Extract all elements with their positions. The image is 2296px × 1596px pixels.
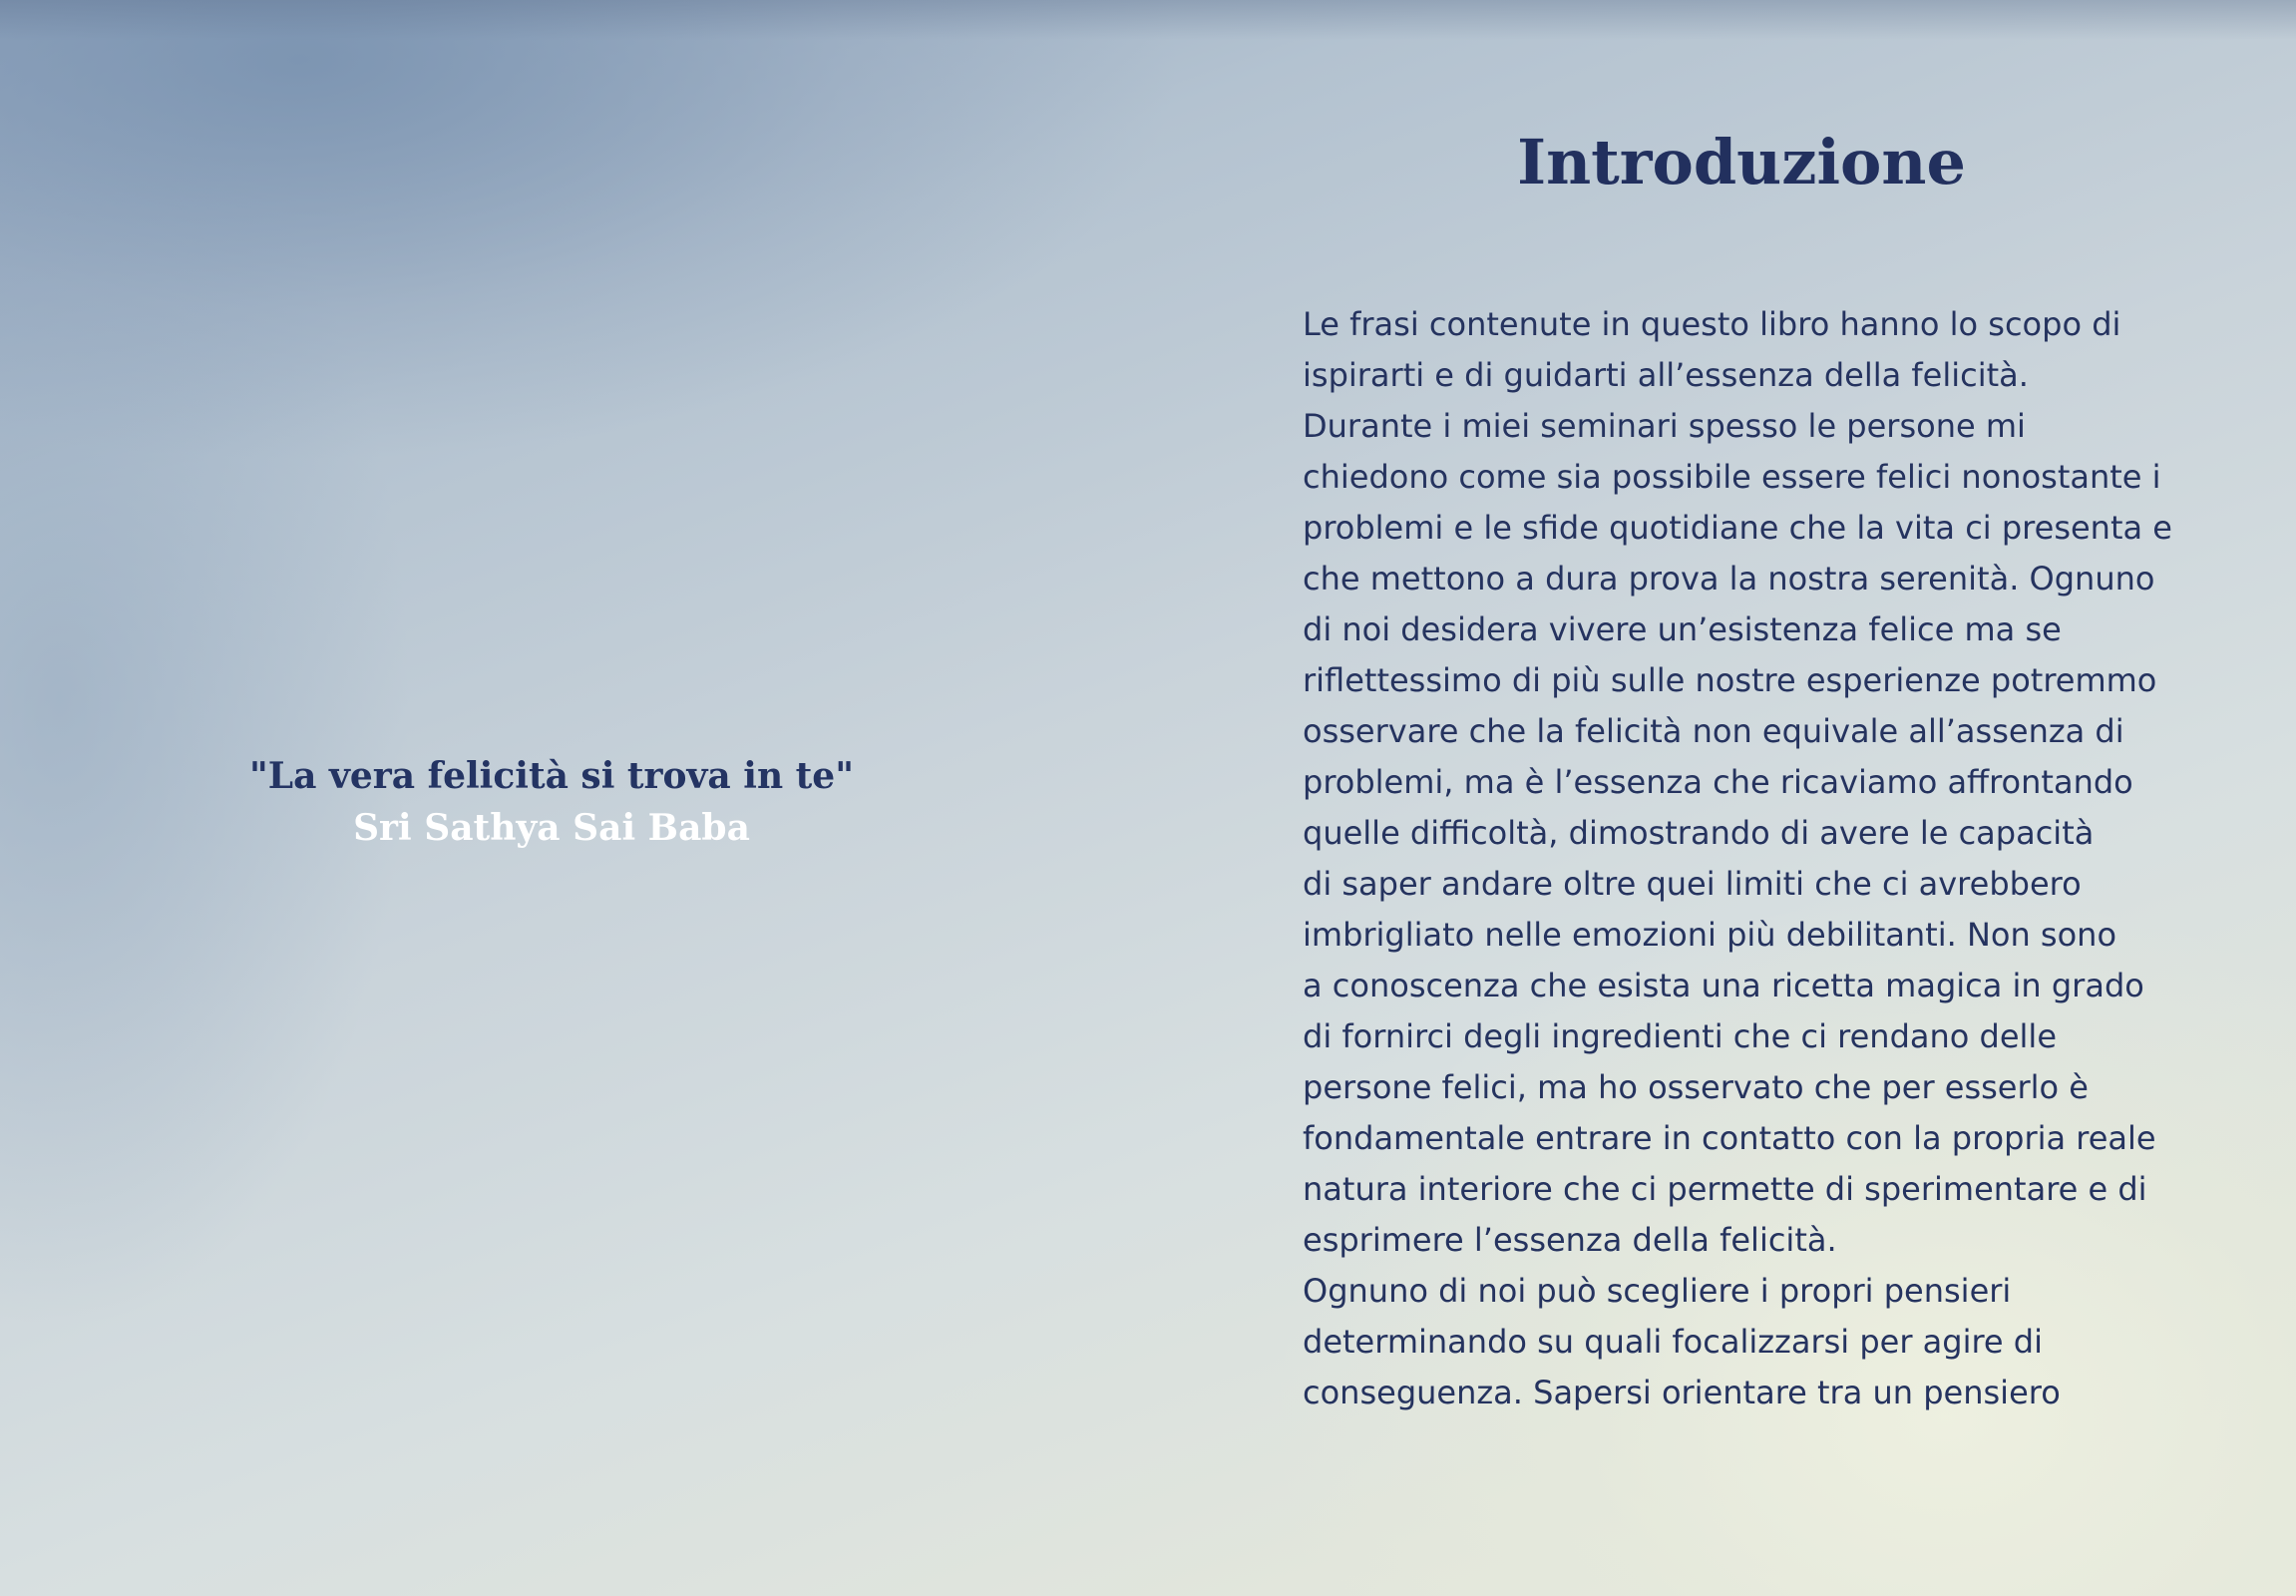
body-line: problemi, ma è l’essenza che ricaviamo affrontando xyxy=(1303,763,2133,801)
body-line: persone felici, ma ho osservato che per esserlo è xyxy=(1303,1068,2089,1106)
body-line: riflettessimo di più sulle nostre esperienze potremmo xyxy=(1303,661,2157,699)
epigraph-quote: "La vera felicità si trova in te" xyxy=(249,755,854,797)
body-line: di noi desidera vivere un’esistenza felice ma se xyxy=(1303,610,2062,648)
body-line: che mettono a dura prova la nostra serenità. Ognuno xyxy=(1303,560,2155,598)
epigraph-author: Sri Sathya Sai Baba xyxy=(353,807,750,849)
body-line: natura interiore che ci permette di sperimentare e di xyxy=(1303,1170,2147,1208)
body-line: determinando su quali focalizzarsi per agire di xyxy=(1303,1323,2043,1361)
body-line: Ognuno di noi può scegliere i propri pensieri xyxy=(1303,1272,2012,1310)
body-line: esprimere l’essenza della felicità. xyxy=(1303,1221,1837,1259)
body-line: imbrigliato nelle emozioni più debilitanti. Non sono xyxy=(1303,916,2117,954)
body-line: di fornirci degli ingredienti che ci rendano delle xyxy=(1303,1017,2057,1055)
body-line: di saper andare oltre quei limiti che ci avrebbero xyxy=(1303,865,2082,903)
body-line: chiedono come sia possibile essere felici nonostante i xyxy=(1303,458,2161,496)
body-line: Durante i miei seminari spesso le persone mi xyxy=(1303,407,2026,445)
body-line: osservare che la felicità non equivale all’assenza di xyxy=(1303,712,2124,750)
body-line: conseguenza. Sapersi orientare tra un pensiero xyxy=(1303,1374,2061,1411)
body-line: quelle difficoltà, dimostrando di avere le capacità xyxy=(1303,814,2095,852)
body-line: fondamentale entrare in contatto con la propria reale xyxy=(1303,1119,2156,1157)
body-line: problemi e le sfide quotidiane che la vita ci presenta e xyxy=(1303,509,2172,547)
body-line: ispirarti e di guidarti all’essenza della felicità. xyxy=(1303,356,2029,394)
top-edge-shadow xyxy=(0,0,2296,40)
body-line: a conoscenza che esista una ricetta magica in grado xyxy=(1303,967,2144,1004)
page-title: Introduzione xyxy=(1517,126,1966,199)
epigraph xyxy=(150,750,954,854)
body-line: Le frasi contenute in questo libro hanno lo scopo di xyxy=(1303,305,2121,343)
introduction-body xyxy=(1303,299,2240,1418)
